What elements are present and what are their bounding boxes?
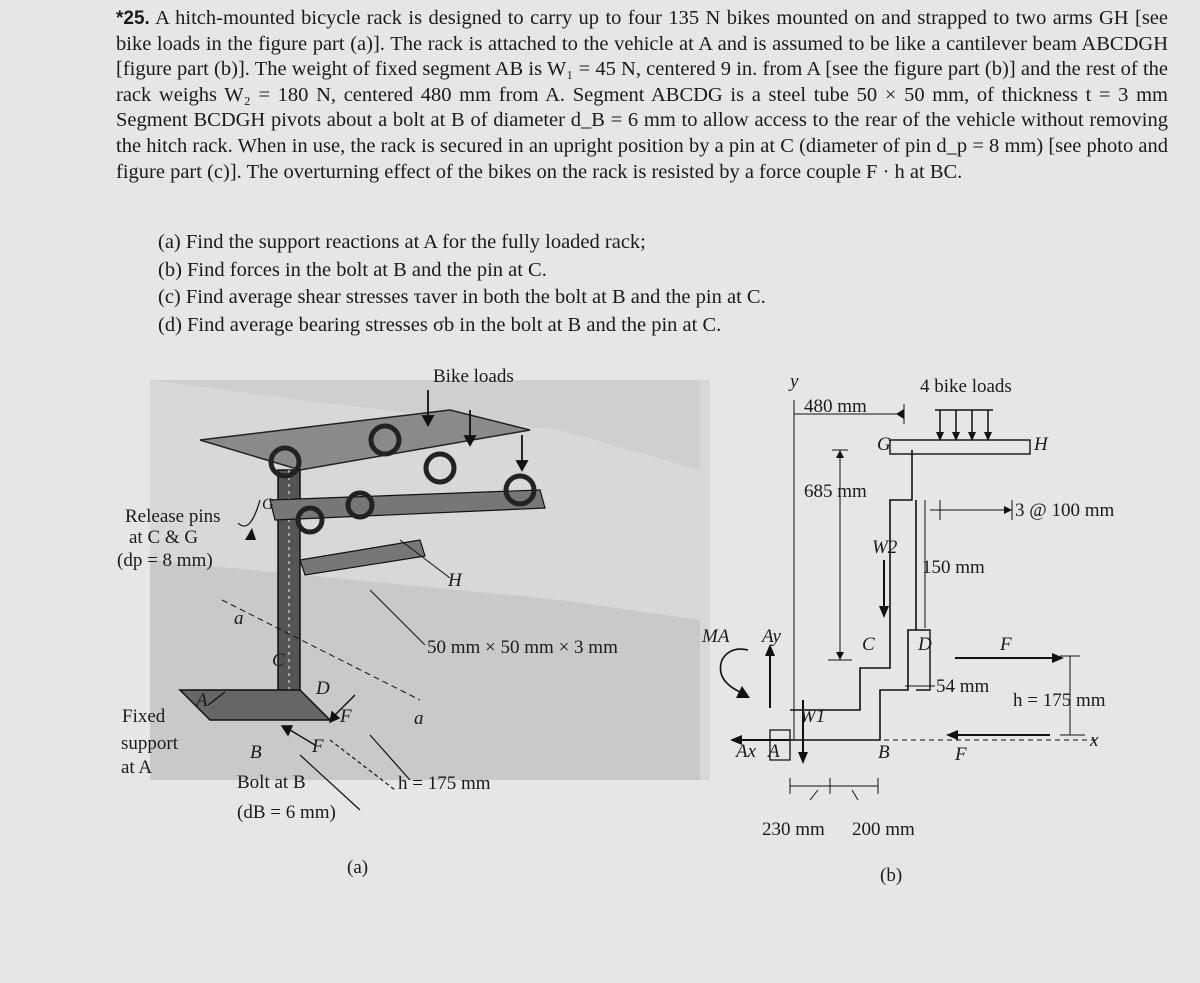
bolt-label: Bolt at B [237,772,306,793]
label-a2-photo: a [414,708,424,729]
photo-rack-illustration [150,380,710,810]
label-b-photo: B [250,742,262,763]
dim-h-label: h = 175 mm [1013,690,1106,711]
caption-b: (b) [880,865,903,886]
dim-200-label: 200 mm [852,819,915,840]
tube-size-label: 50 mm × 50 mm × 3 mm [427,637,618,658]
label-h-photo: H [448,570,462,591]
fixed-support-label: Fixed [122,706,166,727]
free-body-diagram [720,400,1100,800]
label-y-axis: y [790,371,799,392]
ma-curl [720,649,748,692]
label-f-bottom: F [955,744,967,765]
fbd-bike-arrows [935,410,993,440]
at-a-label: at A [121,757,153,778]
label-g-fbd: G [877,434,891,455]
bolt-diameter-label: (dB = 6 mm) [237,802,336,823]
dim-480-label: 480 mm [804,396,867,417]
part-c: (c) Find average shear stresses τaver in both the bolt at B and the pin at C. [158,286,766,308]
four-bike-loads-label: 4 bike loads [920,376,1012,397]
dim-spacing-label: 3 @ 100 mm [1015,500,1115,521]
problem-text: A hitch-mounted bicycle rack is designed to carry up to four 135 N bikes mounted on and strapped to two arms GH [see bike loads in the figure part (a)]. The rack is attached to the vehicle at A and is assumed to be like a cantilever beam ABCDGH [figure part (b)]. The weight of fixed segment AB is W₁ = 45 N, centered 9 in. from A [see the figure part (b)] and the rest of the rack weighs W₂ = 180 N, centered 480 mm from A. Segment ABCDG is a steel tube 50 × 50 mm, of thickness t = 3 mm Segment BCDGH pivots about a bolt at B of diameter d_B = 6 mm to allow access to the rear of the vehicle without removing the hitch rack. When in use, the rack is secured in an upright position by a pin at C (diameter of pin d_p = 8 mm) [see photo and figure part (c)]. The overturning effect of the bikes on the rack is resisted by a force couple F · h at BC. [116,7,1169,183]
label-a-photo: A [196,690,208,711]
pin-diameter-label: (dp = 8 mm) [117,550,213,571]
tube-inner [790,500,916,740]
part-b: (b) Find forces in the bolt at B and the pin at C. [158,258,547,281]
h-label-photo: h = 175 mm [398,773,491,794]
caption-a: (a) [347,857,369,878]
dim-685-label: 685 mm [804,481,867,502]
dim-150-label: 150 mm [922,557,985,578]
part-d: (d) Find average bearing stresses σb in the bolt at B and the pin at C. [158,313,722,336]
arm-gh [890,440,1030,454]
dim-54-label: 54 mm [936,676,990,697]
label-d-fbd: D [918,634,932,655]
label-a1-photo: a [234,608,244,629]
label-ay: Ay [762,626,781,647]
label-f1-photo: F [340,706,352,727]
label-c-fbd: C [862,634,875,655]
label-ax: Ax [736,741,757,762]
label-d-photo: D [316,678,330,699]
part-a: (a) Find the support reactions at A for the fully loaded rack; [158,231,646,253]
label-g-photo: G [262,496,274,513]
dim-230-label: 230 mm [762,819,825,840]
release-pins-at-label: at C & G [129,527,199,548]
label-f-top: F [1000,634,1012,655]
label-x-axis: x [1090,730,1099,751]
label-h-fbd: H [1034,434,1048,455]
label-ma: MA [702,626,730,647]
problem-number: *25. [116,8,150,29]
label-w2: W2 [872,537,898,558]
support-label: support [121,733,178,754]
label-a-fbd: A [768,741,780,762]
label-w1: W1 [800,706,826,727]
bike-loads-label: Bike loads [433,366,514,387]
label-b-fbd: B [878,742,890,763]
label-c-photo: C [272,650,285,671]
label-f2-photo: F [312,736,324,757]
release-pins-label: Release pins [125,506,221,527]
